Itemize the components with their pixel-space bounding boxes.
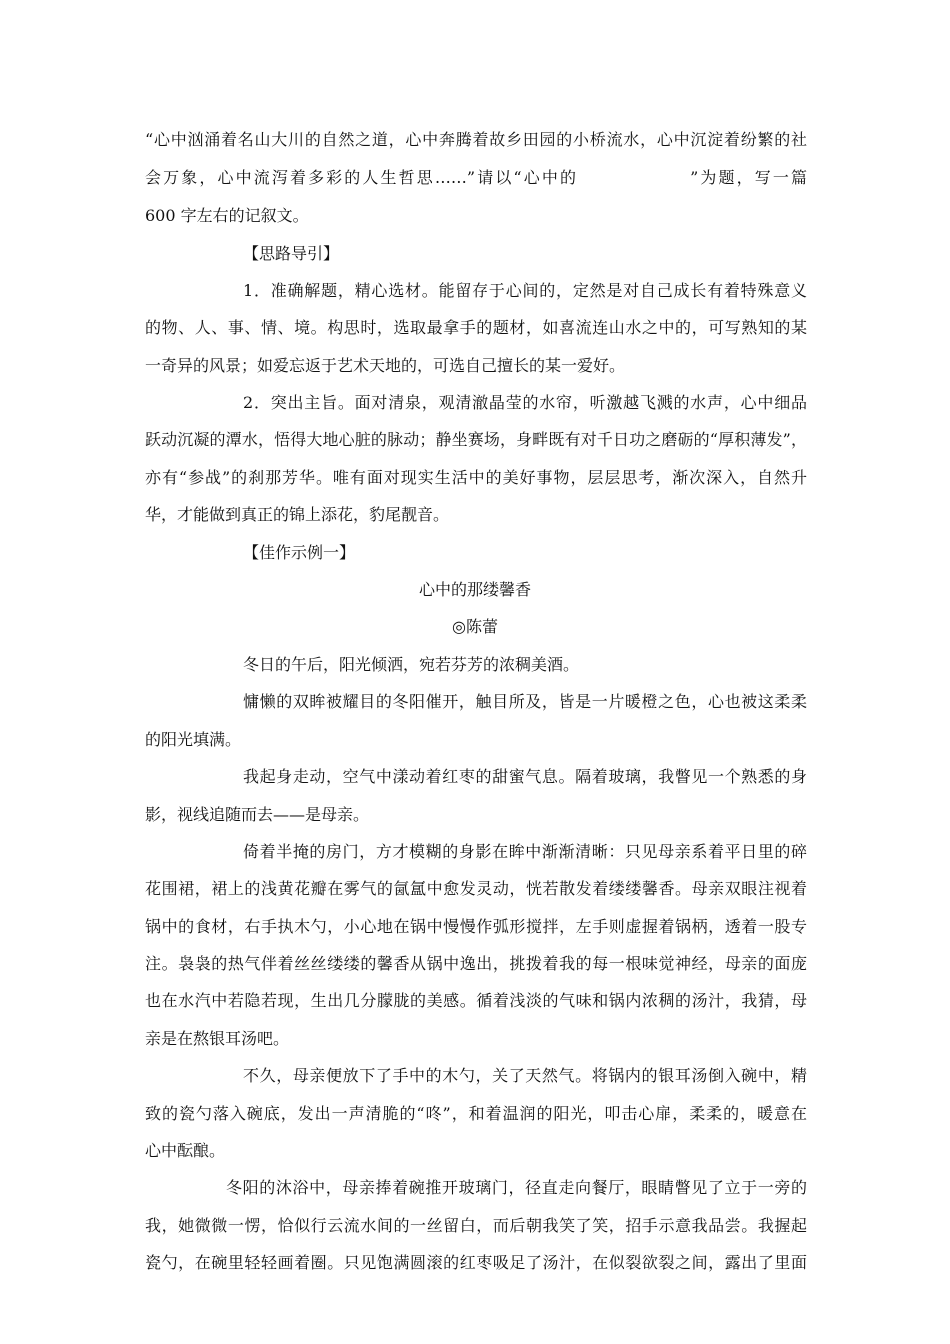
paragraph-line: 不久，母亲便放下了手中的木勺，关了天然气。将锅内的银耳汤倒入碗中，精 [243,1066,807,1085]
paragraph-line: 我起身走动，空气中漾动着红枣的甜蜜气息。隔着玻璃，我瞥见一个熟悉的身 [243,767,807,786]
paragraph-line: 华，才能做到真正的锦上添花，豹尾靓音。 [145,505,450,524]
paragraph-line: 冬日的午后，阳光倾洒，宛若芬芳的浓稠美酒。 [243,655,580,674]
paragraph-line: 花围裙，裙上的浅黄花瓣在雾气的氤氲中愈发灵动，恍若散发着缕缕馨香。母亲双眼注视着 [145,879,807,898]
paragraph-line: 注。袅袅的热气伴着丝丝缕缕的馨香从锅中逸出，挑拨着我的每一根味觉神经，母亲的面庞 [145,954,807,973]
prompt-text: 会万象，心中流泻着多彩的人生哲思……”请以“心中的 [145,168,579,187]
section-heading: 【佳作示例一】 [243,543,356,562]
paragraph-line: 倚着半掩的房门，方才模糊的身影在眸中渐渐清晰：只见母亲系着平日里的碎 [243,842,807,861]
prompt-line: 600 字左右的记叙文。 [145,206,309,225]
prompt-text: ”为题，写一篇 [690,168,807,187]
paragraph-line: 的阳光填满。 [145,730,242,749]
essay-author: ◎陈蕾 [452,617,498,636]
paragraph-line: 瓷勺，在碗里轻轻画着圈。只见饱满圆滚的红枣吸足了汤汁，在似裂欲裂之间，露出了里面 [145,1253,807,1272]
section-heading: 【思路导引】 [243,244,340,263]
prompt-line [145,168,807,188]
paragraph-line: 亲是在熬银耳汤吧。 [145,1029,290,1048]
paragraph-line: 致的瓷勺落入碗底，发出一声清脆的“咚”，和着温润的阳光，叩击心扉，柔柔的，暖意在 [145,1104,807,1123]
paragraph-line: 2．突出主旨。面对清泉，观清澈晶莹的水帘，听激越飞溅的水声，心中细品 [243,393,807,412]
essay-title: 心中的那缕馨香 [418,580,531,599]
paragraph-line: 1．准确解题，精心选材。能留存于心间的，定然是对自己成长有着特殊意义 [243,281,807,300]
paragraph-line: 心中酝酿。 [145,1141,226,1160]
paragraph-line: 亦有“参战”的刹那芳华。唯有面对现实生活中的美好事物，层层思考，渐次深入，自然升 [145,468,807,487]
paragraph-line: 一奇异的风景；如爱忘返于艺术天地的，可选自己擅长的某一爱好。 [145,356,626,375]
paragraph-line: 也在水汽中若隐若现，生出几分朦胧的美感。循着浅淡的气味和锅内浓稠的汤汁，我猜，母 [145,991,807,1010]
paragraph-line: 慵懒的双眸被耀目的冬阳催开，触目所及，皆是一片暖橙之色，心也被这柔柔 [243,692,807,711]
paragraph-line: 的物、人、事、情、境。构思时，选取最拿手的题材，如喜流连山水之中的，可写熟知的某 [145,318,807,337]
prompt-line: “心中汹涌着名山大川的自然之道，心中奔腾着故乡田园的小桥流水，心中沉淀着纷繁的社 [145,130,807,149]
paragraph-line: 影，视线追随而去——是母亲。 [145,805,370,824]
paragraph-line: 冬阳的沐浴中，母亲捧着碗推开玻璃门，径直走向餐厅，眼睛瞥见了立于一旁的 [226,1178,807,1197]
paragraph-line: 锅中的食材，右手执木勺，小心地在锅中慢慢作弧形搅拌，左手则虚握着锅柄，透着一股专 [145,917,807,936]
paragraph-line: 跃动沉凝的潭水，悟得大地心脏的脉动；静坐赛场，身畔既有对千日功之磨砺的“厚积薄发”， [145,430,807,449]
paragraph-line: 我，她微微一愣，恰似行云流水间的一丝留白，而后朝我笑了笑，招手示意我品尝。我握起 [145,1216,807,1235]
